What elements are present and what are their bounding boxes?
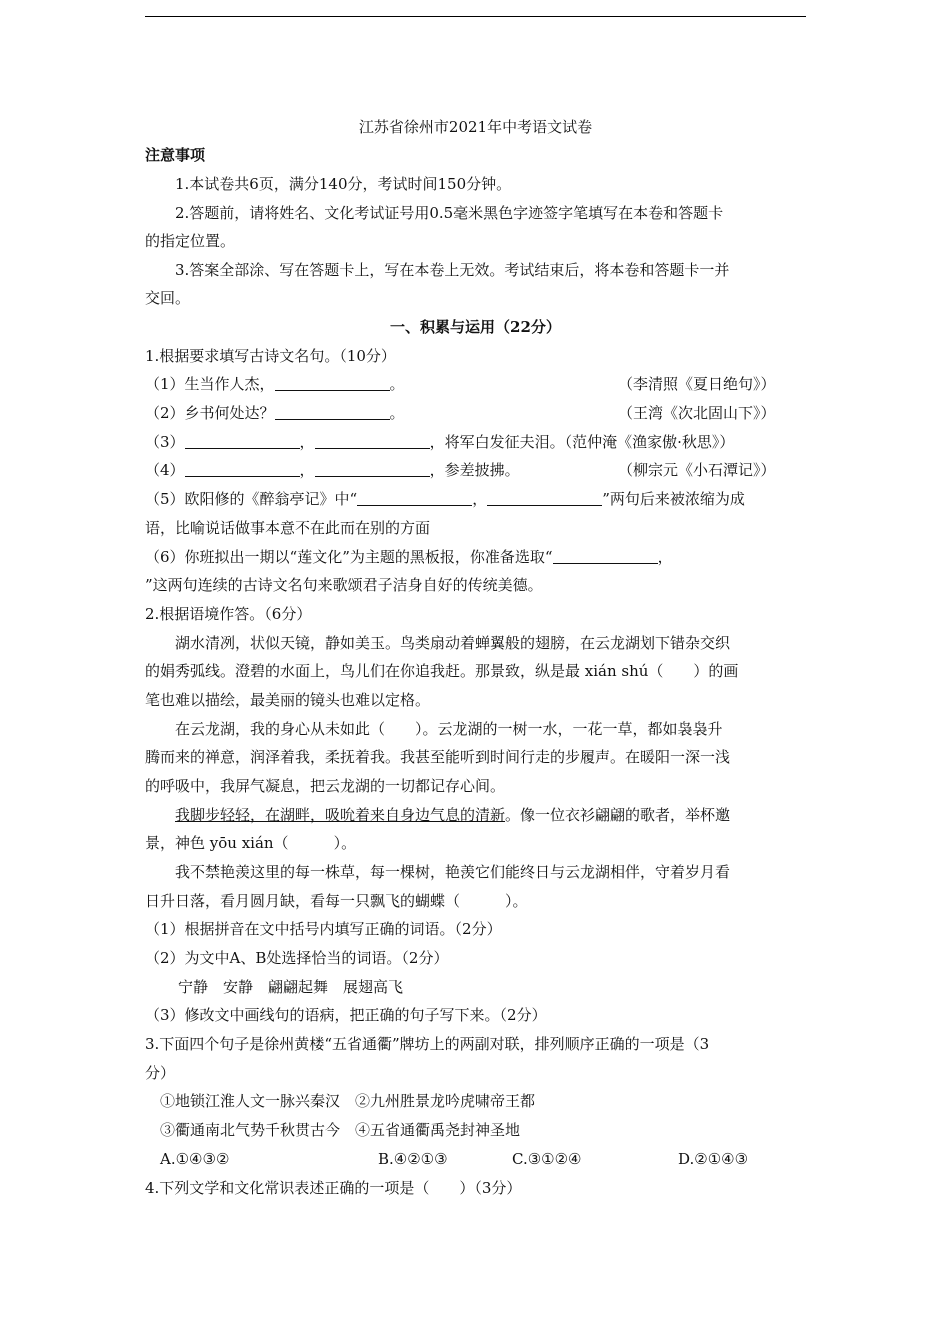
answer-blank[interactable]: [275, 376, 390, 391]
q4-stem: 4.下列文学和文化常识表述正确的一项是（ ）（3分）: [145, 1179, 522, 1197]
q1-sub1-source: （李清照《夏日绝句》）: [618, 375, 776, 393]
q2-passage-p3-l1: 我脚步轻轻，在湖畔，吸吮着来自身边气息的清新。像一位衣衫翩翩的歌者，举杯邀: [175, 806, 731, 824]
answer-blank[interactable]: [275, 405, 390, 420]
q1-sub5: （5）欧阳修的《醉翁亭记》中“ ， ”两句后来被浓缩为成: [145, 490, 745, 508]
q1-stem: 1.根据要求填写古诗文名句。（10分）: [145, 347, 396, 365]
answer-blank[interactable]: [315, 434, 430, 449]
header-rule: [145, 16, 806, 17]
q3-stem: 3.下面四个句子是徐州黄楼“五省通衢”牌坊上的两副对联，排列顺序正确的一项是（3: [145, 1035, 710, 1053]
notice-item-3-cont: 交回。: [145, 289, 191, 307]
q1-sub1: （1）生当作人杰， 。: [145, 375, 405, 393]
q3-option-b[interactable]: B.④②①③: [378, 1150, 448, 1168]
q2-sub2: （2）为文中A、B处选择恰当的词语。（2分）: [145, 949, 449, 967]
q3-option-a[interactable]: A.①④③②: [160, 1150, 230, 1168]
q1-sub6: （6）你班拟出一期以“莲文化”为主题的黑板报，你准备选取“ ，: [145, 548, 673, 566]
q2-passage-p2-l1: 在云龙湖，我的身心从未如此（ ）。云龙湖的一树一水，一花一草，都如袅袅升: [175, 720, 723, 738]
notice-item-1: 1.本试卷共6页，满分140分，考试时间150分钟。: [175, 175, 512, 193]
q1-sub4-source: （柳宗元《小石潭记》）: [618, 461, 776, 479]
q2-word-options: 宁静 安静 翩翩起舞 展翅高飞: [178, 978, 404, 996]
underlined-sentence: 我脚步轻轻，在湖畔，吸吮着来自身边气息的清新: [175, 806, 506, 824]
q1-sub3: （3） ， ，将军白发征夫泪。（范仲淹《渔家傲·秋思》）: [145, 433, 735, 451]
answer-blank[interactable]: [487, 491, 602, 506]
q2-passage-p2-l3: 的呼吸中，我屏气凝息，把云龙湖的一切都记存心间。: [145, 777, 506, 795]
answer-blank[interactable]: [315, 462, 430, 477]
answer-blank[interactable]: [357, 491, 472, 506]
q2-sub1: （1）根据拼音在文中括号内填写正确的词语。（2分）: [145, 920, 502, 938]
section-heading: 一、积累与运用（22分）: [390, 318, 561, 336]
q3-option-c[interactable]: C.③①②④: [512, 1150, 582, 1168]
q3-couplet-row2: ③衢通南北气势千秋贯古今 ④五省通衢禹尧封神圣地: [160, 1121, 521, 1139]
notice-item-2: 2.答题前，请将姓名、文化考试证号用0.5毫米黑色字迹签字笔填写在本卷和答题卡: [175, 204, 724, 222]
exam-title: 江苏省徐州市2021年中考语文试卷: [358, 118, 593, 136]
q1-sub6-cont: ”这两句连续的古诗文名句来歌颂君子洁身自好的传统美德。: [145, 576, 543, 594]
answer-blank[interactable]: [185, 462, 300, 477]
notice-item-3: 3.答案全部涂、写在答题卡上，写在本卷上无效。考试结束后，将本卷和答题卡一并: [175, 261, 730, 279]
q1-sub2-source: （王湾《次北固山下》）: [618, 404, 776, 422]
q2-passage-p4-l1: 我不禁艳羡这里的每一株草，每一棵树，艳羡它们能终日与云龙湖相伴，守着岁月看: [175, 863, 731, 881]
q2-passage-p1-l1: 湖水清冽，状似天镜，静如美玉。鸟类扇动着蝉翼般的翅膀，在云龙湖划下错杂交织: [175, 634, 731, 652]
q2-passage-p1-l2: 的娟秀弧线。澄碧的水面上，鸟儿们在你追我赶。那景致，纵是最 xián shú（ ）的画: [145, 662, 739, 680]
q2-passage-p2-l2: 腾而来的禅意，润泽着我，柔抚着我。我甚至能听到时间行走的步履声。在暖阳一深一浅: [145, 748, 731, 766]
answer-blank[interactable]: [553, 549, 658, 564]
q2-passage-p4-l2: 日升日落，看月圆月缺，看每一只飘飞的蝴蝶（ ）。: [145, 892, 528, 910]
q3-couplet-row1: ①地锁江淮人文一脉兴秦汉 ②九州胜景龙吟虎啸帝王都: [160, 1092, 536, 1110]
q2-sub3: （3）修改文中画线句的语病，把正确的句子写下来。（2分）: [145, 1006, 547, 1024]
q1-sub4: （4） ， ，参差披拂。: [145, 461, 520, 479]
notice-item-2-cont: 的指定位置。: [145, 232, 236, 250]
q3-stem-cont: 分）: [145, 1064, 176, 1082]
notice-heading: 注意事项: [145, 146, 206, 164]
answer-blank[interactable]: [185, 434, 300, 449]
q2-passage-p1-l3: 笔也难以描绘，最美丽的镜头也难以定格。: [145, 691, 431, 709]
q2-stem: 2.根据语境作答。（6分）: [145, 605, 312, 623]
q2-passage-p3-l2: 景，神色 yōu xián（ ）。: [145, 834, 357, 852]
q1-sub2: （2）乡书何处达？ 。: [145, 404, 405, 422]
q3-option-d[interactable]: D.②①④③: [678, 1150, 749, 1168]
q1-sub5-cont: 语，比喻说话做事本意不在此而在别的方面: [145, 519, 431, 537]
